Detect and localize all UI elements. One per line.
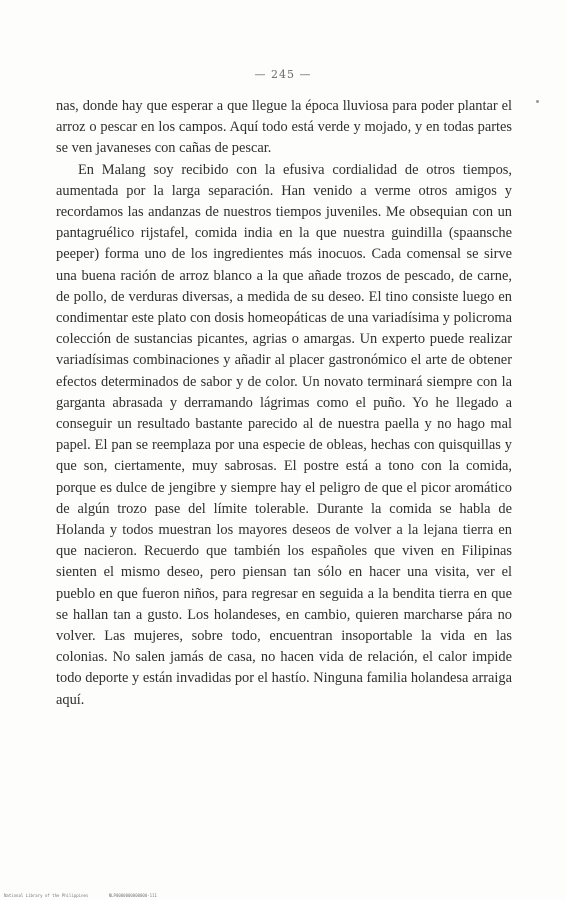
page-number: — 245 — — [254, 68, 312, 81]
ink-speck — [536, 100, 539, 103]
scan-code: NLP0000000000000-111 — [108, 893, 157, 898]
paragraph-continuation: nas, donde hay que esperar a que llegue la época lluviosa para poder plantar el arroz o pescar en los campos. Aquí todo está verde y mojado, y en todas partes se ven javaneses con cañas de pescar. — [56, 98, 512, 157]
scan-footer — [4, 893, 175, 898]
paragraph-malang: En Malang soy recibido con la efusiva cordialidad de otros tiempos, aumentada por la larga separación. Han venido a verme otros amigos y recordamos las andanzas de nuestros tiempos juveniles. Me obsequian con un pantagruélico rijstafel, comida india en la que nuestra guindilla (spaansche peeper) forma uno de los ingredientes más inocuos. Cada comensal se sirve una buena ración de arroz blanco a la que añade trozos de pescado, de carne, de pollo, de verduras diversas, a medida de su deseo. El tino consiste luego en condimentar este plato con dosis homeopáticas de una variadísima y policroma colección de sustancias picantes, agrias o amargas. Un experto puede realizar variadísimas combinaciones y añadir al placer gastronómico el arte de obtener efectos determinados de sabor y de color. Un novato terminará siempre con la garganta abrasada y derramando lágrimas como el puño. Yo he llegado a conseguir un resultado bastante parecido al de nuestra paella y no hago mal papel. El pan se reemplaza por una especie de obleas, hechas con quisquillas y que son, ciertamente, muy sabrosas. El postre está a tono con la comida, porque es dulce de jengibre y siempre hay el peligro de que el picor aromático de algún trozo pase del límite tolerable. Durante la comida se habla de Holanda y todos muestran los mayores deseos de volver a la lejana tierra en que nacieron. Recuerdo que también los españoles que viven en Filipinas sienten el mismo deseo, pero piensan tan sólo en hacer una visita, ver el pueblo en que fueron niños, para regresar en seguida a la bendita tierra en que se hallan tan a gusto. Los holandeses, en cambio, quieren marcharse pára no volver. Las mujeres, sobre todo, encuentran insoportable la vida en las colonias. No salen jamás de casa, no hacen vida de relación, el calor impide todo deporte y están invadidas por el hastío. Ninguna familia holandesa arraiga aquí. — [56, 161, 512, 708]
library-credit: National Library of the Philippines — [4, 893, 89, 898]
body-text — [56, 96, 512, 711]
